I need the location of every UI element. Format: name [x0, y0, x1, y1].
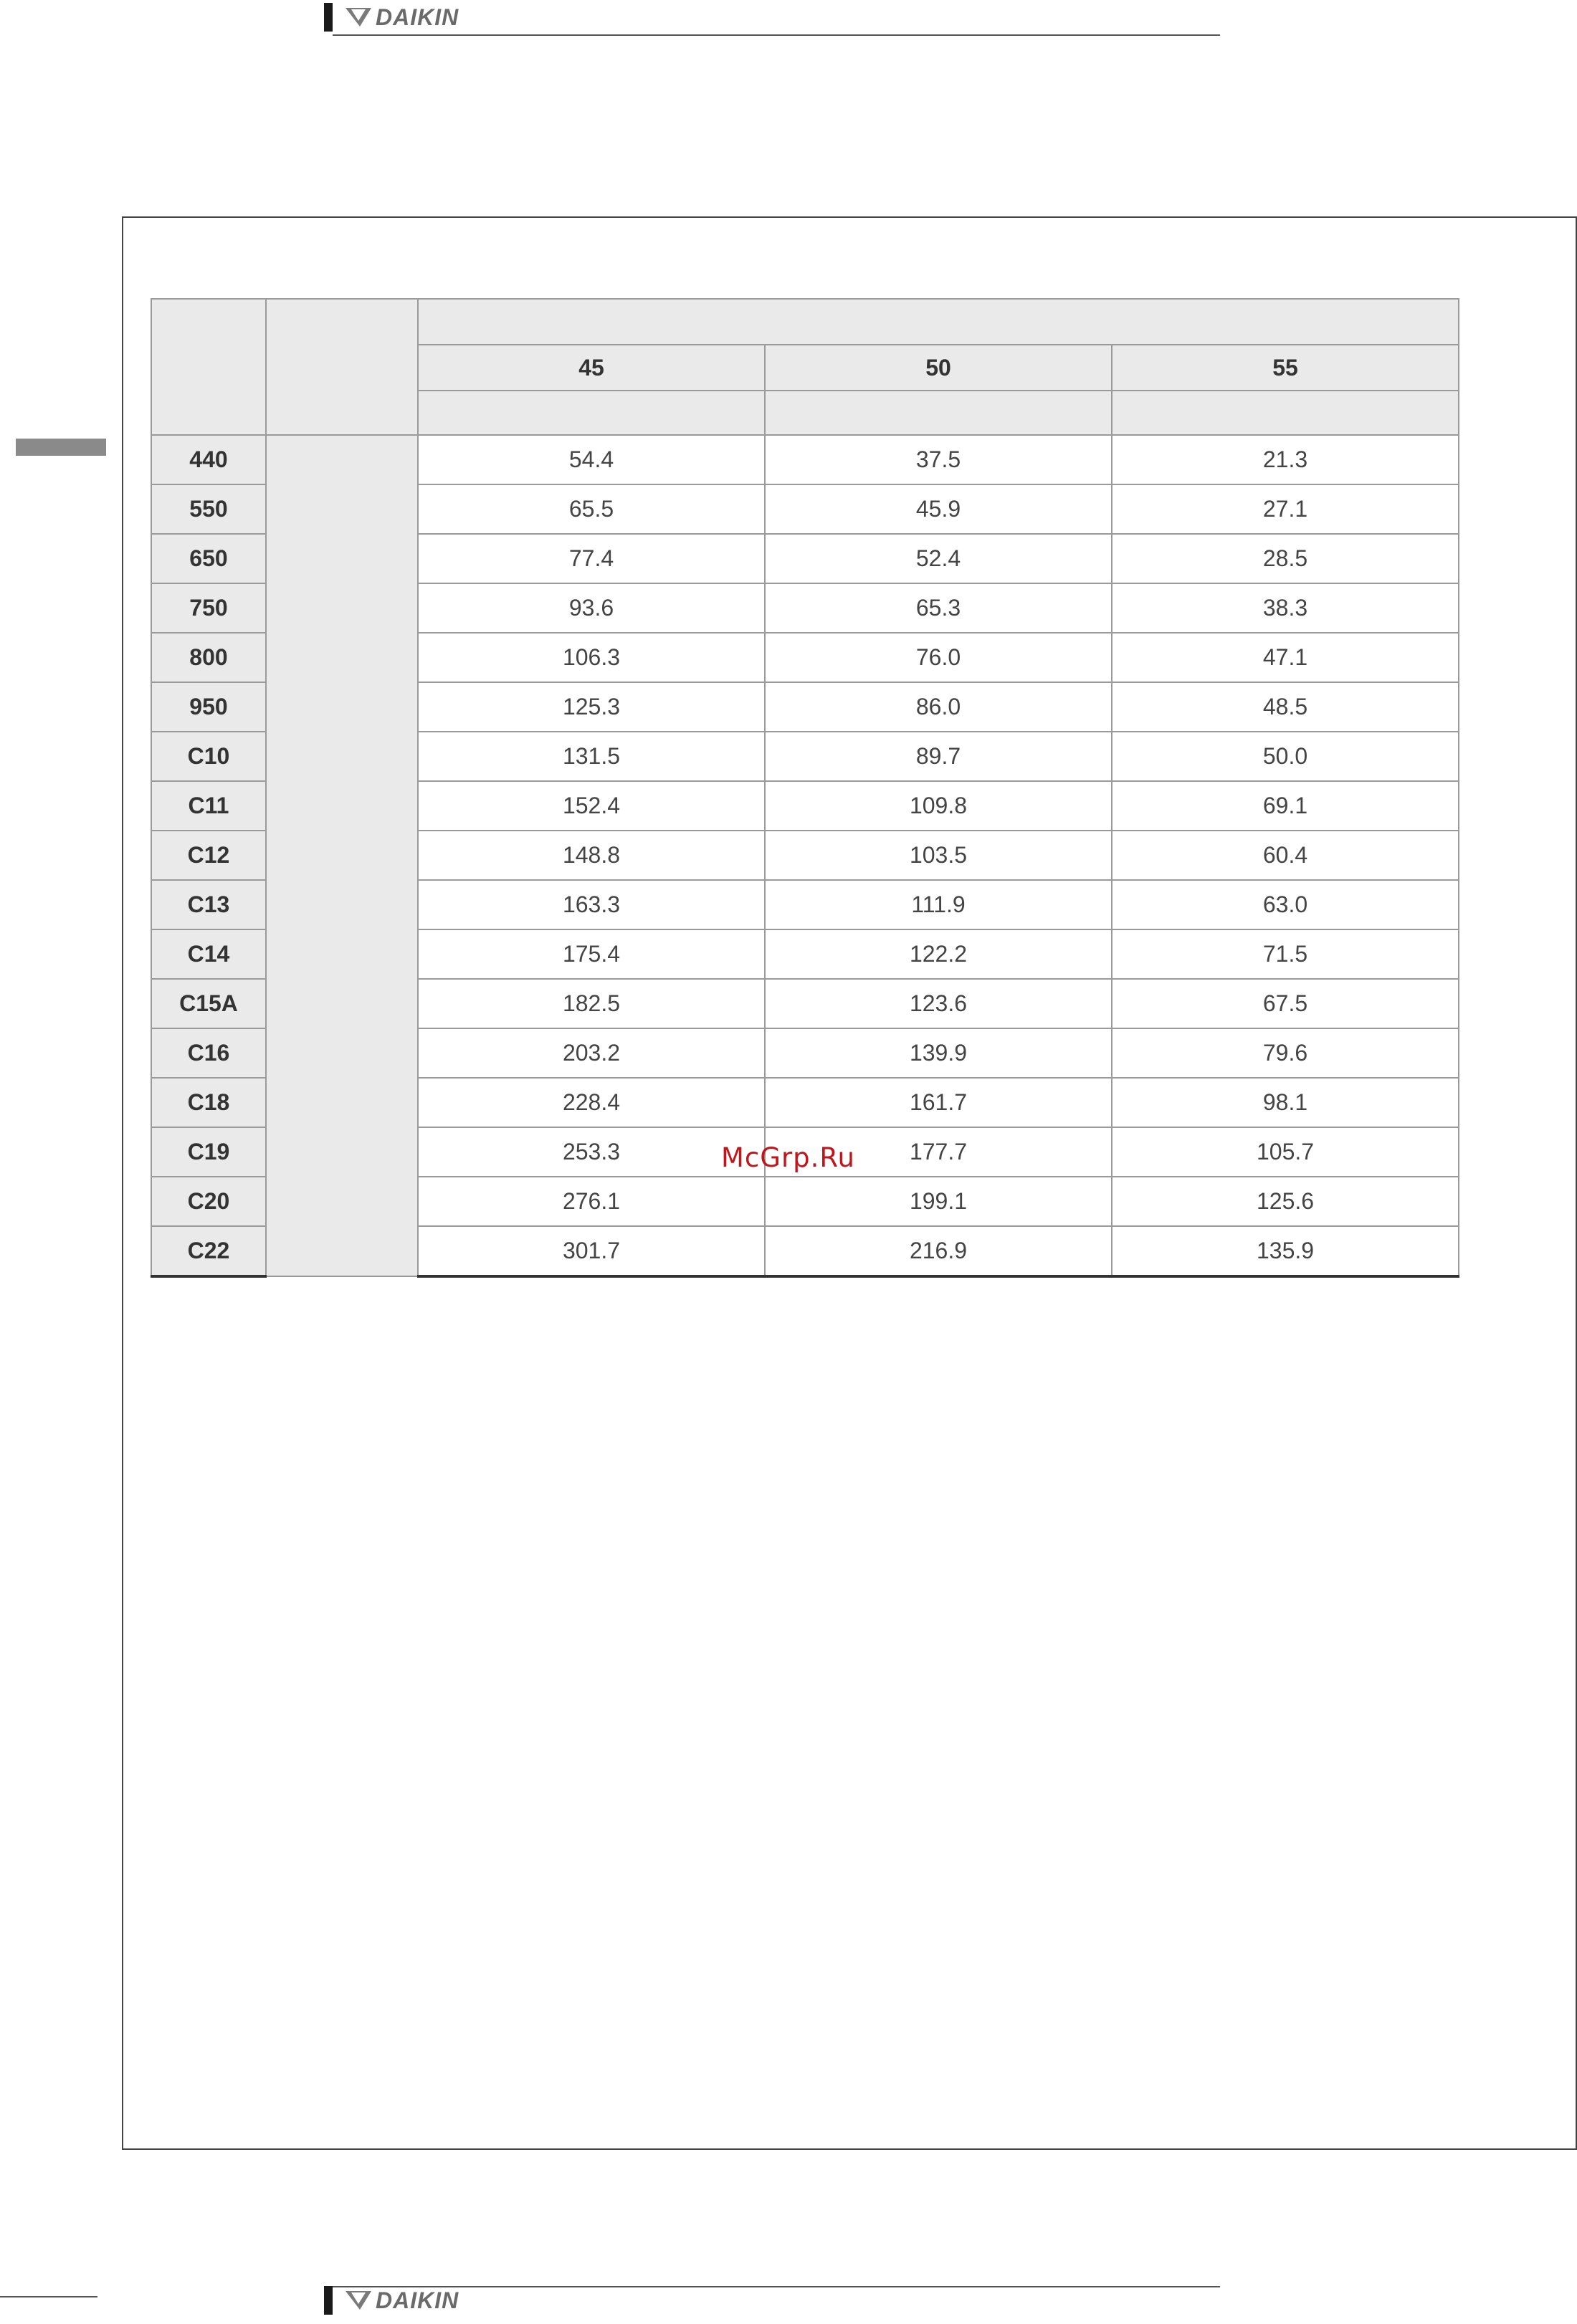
model-header-cell	[151, 299, 266, 435]
value-cell: 28.5	[1112, 534, 1459, 583]
daikin-logo	[344, 3, 459, 32]
value-cell: 177.7	[765, 1127, 1112, 1177]
value-cell: 216.9	[765, 1226, 1112, 1276]
value-cell: 228.4	[418, 1078, 765, 1127]
table-row	[151, 435, 1459, 484]
value-cell: 93.6	[418, 583, 765, 633]
value-cell: 148.8	[418, 831, 765, 880]
value-cell: 67.5	[1112, 979, 1459, 1028]
value-cell: 125.3	[418, 682, 765, 732]
value-cell: 50.0	[1112, 732, 1459, 781]
value-cell: 199.1	[765, 1177, 1112, 1226]
model-cell: C15A	[151, 979, 266, 1028]
model-cell: C22	[151, 1226, 266, 1276]
temperature-column-header: 45	[418, 345, 765, 391]
footer-daikin-logo	[344, 2286, 459, 2315]
value-cell: 131.5	[418, 732, 765, 781]
value-cell: 103.5	[765, 831, 1112, 880]
value-cell: 27.1	[1112, 484, 1459, 534]
value-cell: 122.2	[765, 929, 1112, 979]
value-cell: 98.1	[1112, 1078, 1459, 1127]
value-cell: 105.7	[1112, 1127, 1459, 1177]
value-cell: 63.0	[1112, 880, 1459, 929]
value-cell: 48.5	[1112, 682, 1459, 732]
model-cell: 650	[151, 534, 266, 583]
footer-brand-tick	[324, 2286, 333, 2315]
model-cell: 950	[151, 682, 266, 732]
footer-brand-bar	[324, 2286, 1220, 2319]
footer-rule	[333, 2286, 1220, 2287]
unit-subheader-cell	[765, 391, 1112, 435]
value-cell: 111.9	[765, 880, 1112, 929]
watermark-text: McGrp.Ru	[721, 1142, 855, 1173]
header-brand-tick	[324, 3, 333, 32]
model-cell: C12	[151, 831, 266, 880]
value-cell: 152.4	[418, 781, 765, 831]
value-cell: 52.4	[765, 534, 1112, 583]
value-cell: 182.5	[418, 979, 765, 1028]
value-cell: 45.9	[765, 484, 1112, 534]
value-cell: 175.4	[418, 929, 765, 979]
model-cell: C19	[151, 1127, 266, 1177]
temperature-group-header	[418, 299, 1459, 345]
value-cell: 65.5	[418, 484, 765, 534]
value-cell: 69.1	[1112, 781, 1459, 831]
value-cell: 253.3	[418, 1127, 765, 1177]
header-brand-bar	[324, 3, 1220, 36]
value-cell: 106.3	[418, 633, 765, 682]
temperature-column-header: 55	[1112, 345, 1459, 391]
daikin-logo-text: DAIKIN	[376, 2287, 459, 2313]
temperature-column-header: 50	[765, 345, 1112, 391]
value-cell: 163.3	[418, 880, 765, 929]
model-cell: C10	[151, 732, 266, 781]
value-cell: 71.5	[1112, 929, 1459, 979]
model-cell: C20	[151, 1177, 266, 1226]
value-cell: 76.0	[765, 633, 1112, 682]
daikin-logo-text: DAIKIN	[376, 4, 459, 30]
value-cell: 89.7	[765, 732, 1112, 781]
value-cell: 123.6	[765, 979, 1112, 1028]
value-cell: 203.2	[418, 1028, 765, 1078]
value-cell: 60.4	[1112, 831, 1459, 880]
value-cell: 21.3	[1112, 435, 1459, 484]
unit-header-cell	[266, 299, 418, 435]
value-cell: 77.4	[418, 534, 765, 583]
value-cell: 135.9	[1112, 1226, 1459, 1276]
value-cell: 65.3	[765, 583, 1112, 633]
value-cell: 161.7	[765, 1078, 1112, 1127]
model-cell: C11	[151, 781, 266, 831]
value-cell: 79.6	[1112, 1028, 1459, 1078]
value-cell: 54.4	[418, 435, 765, 484]
model-cell: C18	[151, 1078, 266, 1127]
side-tab-marker	[16, 439, 106, 456]
model-cell: C13	[151, 880, 266, 929]
header-rule	[333, 34, 1220, 36]
footer-left-rule	[0, 2296, 97, 2297]
value-cell: 276.1	[418, 1177, 765, 1226]
value-cell: 139.9	[765, 1028, 1112, 1078]
model-cell: C16	[151, 1028, 266, 1078]
unit-subheader-cell	[418, 391, 765, 435]
performance-table	[151, 298, 1459, 1278]
value-cell: 125.6	[1112, 1177, 1459, 1226]
daikin-logo-icon	[344, 6, 373, 28]
daikin-logo-icon	[344, 2290, 373, 2311]
value-cell: 47.1	[1112, 633, 1459, 682]
unit-subheader-cell	[1112, 391, 1459, 435]
value-cell: 86.0	[765, 682, 1112, 732]
value-cell: 38.3	[1112, 583, 1459, 633]
value-cell: 109.8	[765, 781, 1112, 831]
value-cell: 301.7	[418, 1226, 765, 1276]
model-cell: 800	[151, 633, 266, 682]
model-cell: 750	[151, 583, 266, 633]
model-cell: 440	[151, 435, 266, 484]
value-cell: 37.5	[765, 435, 1112, 484]
unit-column-cell	[266, 435, 418, 1276]
model-cell: C14	[151, 929, 266, 979]
model-cell: 550	[151, 484, 266, 534]
